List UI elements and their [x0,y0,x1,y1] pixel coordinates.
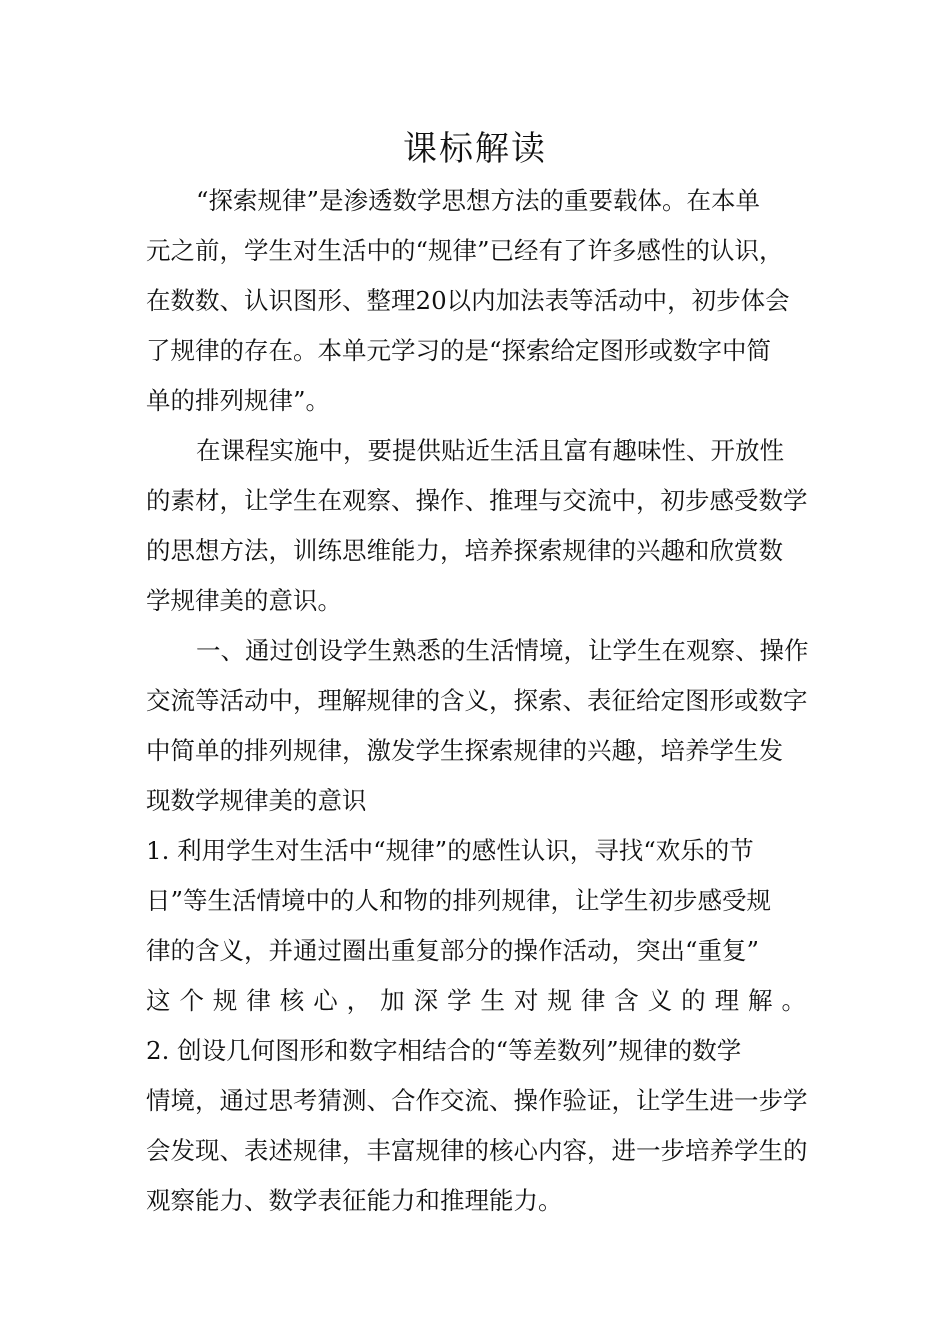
paragraph-1-line-2: 元之前，学生对生活中的“规律”已经有了许多感性的认识， [146,236,784,265]
paragraph-1-line-4: 了规律的存在。本单元学习的是“探索给定图形或数字中简 [146,336,772,365]
paragraph-1-line-1: “探索规律”是渗透数学思想方法的重要载体。在本单 [196,186,761,215]
paragraph-2-line-3: 的思想方法，训练思维能力，培养探索规律的兴趣和欣赏数 [146,536,783,565]
paragraph-2-line-4: 学规律美的意识。 [146,586,342,615]
paragraph-1-line-3: 在数数、认识图形、整理20以内加法表等活动中，初步体会 [146,286,790,315]
paragraph-1-line-5: 单的排列规律”。 [146,386,331,415]
paragraph-2-line-2: 的素材，让学生在观察、操作、推理与交流中，初步感受数学 [146,486,808,515]
paragraph-5-line-3: 会发现、表述规律，丰富规律的核心内容，进一步培养学生的 [146,1136,808,1165]
page-title: 课标解读 [403,129,547,169]
paragraph-3-line-3: 中简单的排列规律，激发学生探索规律的兴趣，培养学生发 [146,736,783,765]
paragraph-4-line-2: 日”等生活情境中的人和物的排列规律，让学生初步感受规 [146,886,772,915]
paragraph-4-line-4: 这个规律核心，加深学生对规律含义的理解。 [146,986,806,1015]
paragraph-2-line-1: 在课程实施中，要提供贴近生活且富有趣味性、开放性 [196,436,784,465]
paragraph-5-line-1: 2. 创设几何图形和数字相结合的“等差数列”规律的数学 [146,1036,742,1065]
paragraph-5-line-2: 情境，通过思考猜测、合作交流、操作验证，让学生进一步学 [146,1086,808,1115]
paragraph-3-line-4: 现数学规律美的意识 [146,786,367,815]
paragraph-4-line-3: 律的含义，并通过圈出重复部分的操作活动，突出“重复” [146,936,760,965]
paragraph-3-line-2: 交流等活动中，理解规律的含义，探索、表征给定图形或数字 [146,686,808,715]
paragraph-5-line-4: 观察能力、数学表征能力和推理能力。 [146,1186,563,1215]
paragraph-4-line-1: 1. 利用学生对生活中“规律”的感性认识，寻找“欢乐的节 [146,836,754,865]
paragraph-3-line-1: 一、通过创设学生熟悉的生活情境，让学生在观察、操作 [196,636,809,665]
